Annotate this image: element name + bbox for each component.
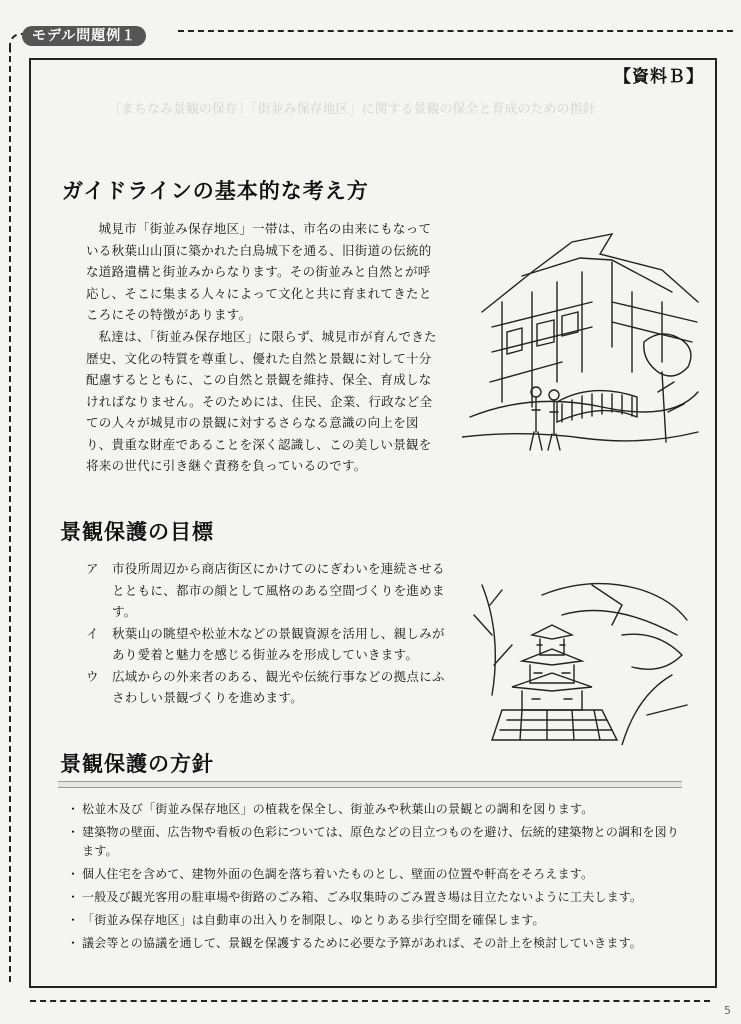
policy-heading: 景観保護の方針: [60, 751, 214, 776]
goal-item: [86, 623, 456, 666]
example-tab: モデル問題例１: [22, 26, 146, 46]
goal-marker: ア: [86, 561, 99, 576]
section-rule: [58, 781, 682, 788]
goals-heading: 景観保護の目標: [60, 519, 214, 544]
dashed-border-top: [178, 30, 733, 32]
policy-item: ・ 個人住宅を含めて、建物外面の色調を落ち着いたものとし、壁面の位置や軒高をそろえます。: [70, 865, 684, 884]
concept-heading: ガイドラインの基本的な考え方: [62, 178, 369, 203]
goal-item: [86, 558, 456, 623]
policy-item: ・ 松並木及び「街並み保存地区」の植栽を保全し、街並みや秋葉山の景観との調和を図ります。: [70, 800, 684, 819]
dashed-border-bottom: [30, 1000, 710, 1002]
goal-item: [86, 666, 456, 709]
goal-text: 市役所周辺から商店街区にかけてのにぎわいを連続させるとともに、都市の顔として風格のある空間づくりを進めます。: [112, 561, 445, 619]
goals-list: [86, 558, 456, 709]
goal-marker: ウ: [86, 668, 99, 684]
policy-item: ・ 「街並み保存地区」は自動車の出入りを制限し、ゆとりある歩行空間を確保します。: [70, 911, 684, 930]
policy-item: ・ 議会等との協議を通して、景観を保護するために必要な予算があれば、その計上を検討していきます。: [70, 934, 684, 953]
goal-text: 秋葉山の眺望や松並木などの景観資源を活用し、親しみがあり愛着と魅力を感じる街並みを形成していきます。: [112, 625, 445, 662]
castle-illustration: [472, 575, 692, 745]
concept-paragraph-2: 私達は、「街並み保存地区」に限らず、城見市が育んできた歴史、文化の特質を尊重し、優れた自然と景観に対して十分配慮するとともに、この自然と景観を維持、保全、育成しなければなりません。そのためには、住民、企業、行政など全ての人々が城見市の景観に対するさらなる意識の向上を図り、貴重な財産であることを深く認識し、この美しい景観を将来の世代に引き継ぐ責務を負っているのです。: [86, 329, 437, 473]
policy-item: ・ 建築物の壁面、広告物や看板の色彩については、原色などの目立つものを避け、伝統的建築物との調和を図ります。: [70, 823, 684, 861]
bleed-through-text: 〔まちなみ景観の保存〕「街並み保存地区」に関する景観の保全と育成のための指針: [108, 102, 596, 117]
dashed-border-left: [9, 46, 11, 982]
concept-paragraph-1: 城見市「街並み保存地区」一帯は、市名の由来にもなっている秋葉山山頂に築かれた白鳥城下を通る、旧街道の伝統的な道路遺構と街並みからなります。その街並みと自然とが呼応し、そこに集まる人々によって文化と共に育まれてきたところにその特徴があります。: [86, 221, 432, 322]
goal-text: 広域からの外来者のある、観光や伝統行事などの拠点にふさわしい景観づくりを進めます。: [112, 668, 445, 705]
material-badge: 【資料Ｂ】: [614, 67, 704, 87]
page-number: 5: [724, 1004, 731, 1017]
goal-marker: イ: [86, 625, 99, 641]
policy-item: ・ 一般及び観光客用の駐車場や街路のごみ箱、ごみ収集時のごみ置き場は目立たないように工夫します。: [70, 888, 684, 907]
old-street-illustration: [462, 232, 702, 458]
policy-list: [70, 800, 684, 957]
